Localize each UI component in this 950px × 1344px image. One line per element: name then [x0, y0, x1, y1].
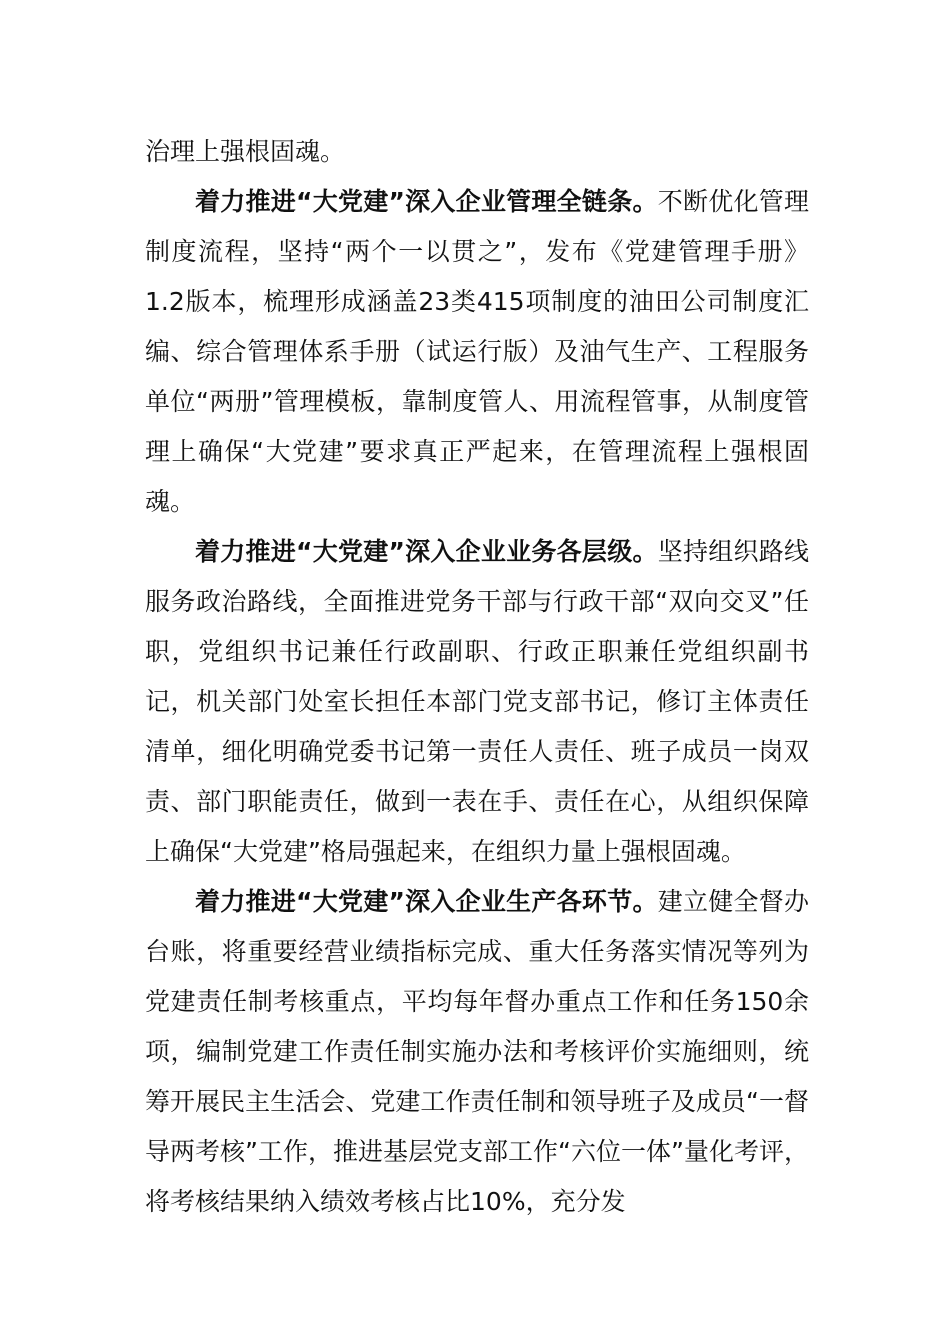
paragraph-text: 不断优化管理制度流程，坚持“两个一以贯之”，发布《党建管理手册》1.2版本，梳理形成涵盖23类415项制度的油田公司制度汇编、综合管理体系手册（试运行版）及油气生产、工程服务单位“两册”管理模板，靠制度管人、用流程管事，从制度管理上确保“大党建”要求真正严起来，在管理流程上强根固魂。 [145, 187, 809, 516]
paragraph-text: 建立健全督办台账，将重要经营业绩指标完成、重大任务落实情况等列为党建责任制考核重点，平均每年督办重点工作和任务150余项，编制党建工作责任制实施办法和考核评价实施细则，统筹开展民主生活会、党建工作责任制和领导班子及成员“一督导两考核”工作，推进基层党支部工作“六位一体”量化考评，将考核结果纳入绩效考核占比10%，充分发 [145, 887, 809, 1216]
document-body [145, 127, 809, 1227]
paragraph-text: 坚持组织路线服务政治路线，全面推进党务干部与行政干部“双向交叉”任职，党组织书记兼任行政副职、行政正职兼任党组织副书记，机关部门处室长担任本部门党支部书记，修订主体责任清单，细化明确党委书记第一责任人责任、班子成员一岗双责、部门职能责任，做到一表在手、责任在心，从组织保障上确保“大党建”格局强起来，在组织力量上强根固魂。 [145, 537, 809, 866]
paragraph-text: 治理上强根固魂。 [145, 137, 346, 166]
paragraph-heading: 着力推进“大党建”深入企业管理全链条。 [195, 187, 658, 216]
paragraph-continuation [145, 127, 809, 177]
paragraph-heading: 着力推进“大党建”深入企业业务各层级。 [195, 537, 658, 566]
paragraph-management-chain [145, 177, 809, 527]
paragraph-production-links [145, 877, 809, 1227]
paragraph-heading: 着力推进“大党建”深入企业生产各环节。 [195, 887, 658, 916]
paragraph-business-levels [145, 527, 809, 877]
